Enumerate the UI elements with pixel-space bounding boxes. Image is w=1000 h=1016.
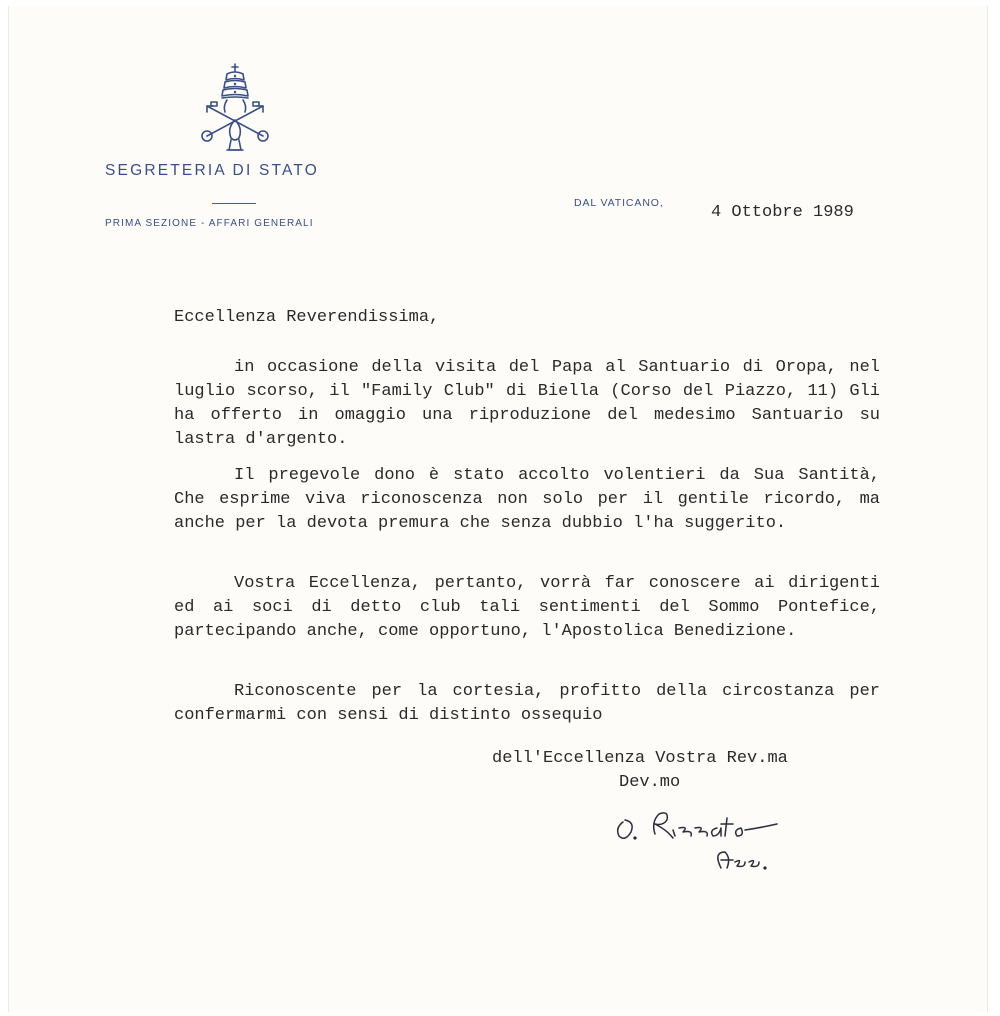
handwritten-signature <box>609 802 799 876</box>
body-paragraph-2: Il pregevole dono è stato accolto volentieri da Sua Santità, Che esprime viva riconoscenza non solo per il gentile ricordo, ma anche per la devota premura che senza dubbio l'ha suggerito. <box>174 466 880 533</box>
dateline-date: 4 Ottobre 1989 <box>711 203 854 222</box>
letterhead-divider <box>212 203 256 204</box>
closing-devoted: Dev.mo <box>619 773 681 792</box>
letter-sheet <box>8 6 988 1012</box>
closing-formula: dell'Eccellenza Vostra Rev.ma <box>492 749 788 768</box>
body-paragraph-3: Vostra Eccellenza, pertanto, vorrà far conoscere ai dirigenti ed ai soci di detto club tali sentimenti del Sommo Pontefice, partecipando anche, come opportuno, l'Apostolica Benedizione. <box>174 574 880 641</box>
letterhead-subtitle: PRIMA SEZIONE - AFFARI GENERALI <box>105 218 314 229</box>
salutation: Eccellenza Reverendissima, <box>174 308 440 327</box>
letterhead-title: SEGRETERIA DI STATO <box>105 162 320 179</box>
body-paragraph-4: Riconoscente per la cortesia, profitto della circostanza per confermarmi con sensi di distinto ossequio <box>174 682 880 725</box>
body-paragraph-1: in occasione della visita del Papa al Santuario di Oropa, nel luglio scorso, il "Family Club" di Biella (Corso del Piazzo, 11) Gli ha offerto in omaggio una riproduzione del medesimo Santuario su lastra d'argento. <box>174 358 880 449</box>
dateline-place: DAL VATICANO, <box>574 197 664 209</box>
papal-emblem-icon <box>197 62 273 152</box>
